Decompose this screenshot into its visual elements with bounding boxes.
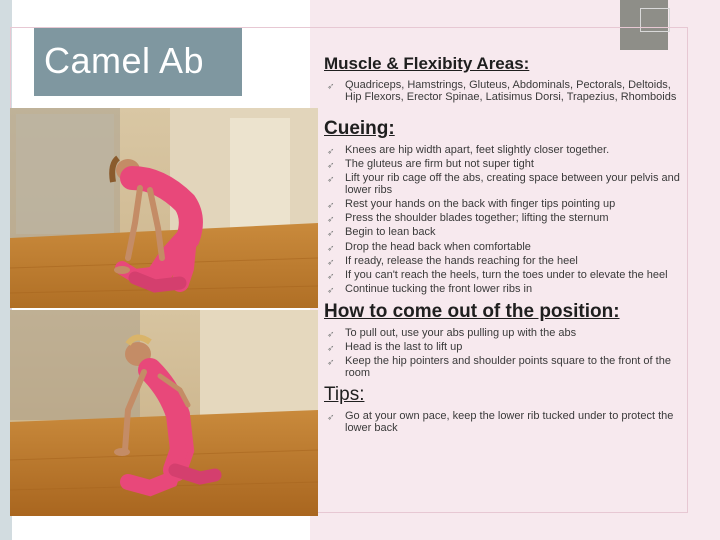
list-item-text: Begin to lean back — [345, 226, 436, 239]
list-item — [324, 227, 684, 239]
feather-arrow-icon: ➶ — [327, 328, 335, 339]
list-item — [324, 242, 684, 254]
list-item — [324, 159, 684, 171]
list-item — [324, 145, 684, 157]
list-item-text: Rest your hands on the back with finger tips pointing up — [345, 198, 616, 211]
bullet-list — [324, 80, 684, 103]
bullet-list — [324, 411, 684, 434]
list-item — [324, 80, 684, 103]
photo-camel-full-pose — [10, 108, 318, 308]
slide-title: Camel Ab — [44, 40, 205, 81]
feather-arrow-icon: ➶ — [327, 81, 335, 91]
feather-arrow-icon: ➶ — [327, 256, 335, 267]
list-item-text: To pull out, use your abs pulling up with the abs — [345, 326, 577, 339]
content-text — [324, 54, 684, 440]
list-item-text: Drop the head back when comfortable — [345, 240, 531, 253]
list-item-text: Knees are hip width apart, feet slightly closer together. — [345, 144, 610, 156]
list-item-text: Lift your rib cage off the abs, creating space between your pelvis and lower ribs — [345, 172, 680, 196]
bullet-list — [324, 328, 684, 379]
list-item-text: Head is the last to lift up — [345, 340, 463, 353]
section-heading: Cueing: — [324, 118, 395, 139]
list-item-text: Press the shoulder blades together; lifting the sternum — [345, 212, 609, 225]
list-item-text: Continue tucking the front lower ribs in — [345, 283, 533, 296]
feather-arrow-icon: ➶ — [327, 146, 335, 156]
photo-full-pose-image — [10, 108, 318, 308]
feather-arrow-icon: ➶ — [327, 285, 335, 296]
feather-arrow-icon: ➶ — [327, 412, 335, 423]
list-item — [324, 199, 684, 211]
list-item — [324, 284, 684, 296]
section-cueing — [324, 119, 684, 296]
list-item-text: Keep the hip pointers and shoulder points square to the front of the room — [345, 355, 671, 379]
list-item — [324, 356, 684, 379]
photo-hands-on-back-image — [10, 310, 318, 516]
list-item — [324, 256, 684, 268]
list-item-text: Go at your own pace, keep the lower rib tucked under to protect the lower back — [345, 410, 674, 434]
bullet-list — [324, 145, 684, 296]
feather-arrow-icon: ➶ — [327, 228, 335, 239]
feather-arrow-icon: ➶ — [327, 271, 335, 281]
feather-arrow-icon: ➶ — [327, 200, 335, 211]
section-muscle-areas — [324, 54, 684, 103]
section-coming-out — [324, 302, 684, 379]
list-item — [324, 173, 684, 196]
section-heading: Muscle & Flexibity Areas: — [324, 54, 530, 73]
list-item — [324, 342, 684, 354]
decorative-outline-square — [640, 8, 670, 32]
feather-arrow-icon: ➶ — [327, 174, 335, 185]
section-heading: How to come out of the position: — [324, 300, 620, 322]
feather-arrow-icon: ➶ — [327, 160, 335, 171]
list-item-text: If you can't reach the heels, turn the toes under to elevate the heel — [345, 269, 668, 281]
feather-arrow-icon: ➶ — [327, 242, 335, 253]
list-item — [324, 270, 684, 282]
list-item — [324, 328, 684, 340]
feather-arrow-icon: ➶ — [327, 342, 335, 353]
section-tips — [324, 385, 684, 434]
list-item-text: If ready, release the hands reaching for the heel — [345, 254, 578, 267]
feather-arrow-icon: ➶ — [327, 214, 335, 225]
feather-arrow-icon: ➶ — [327, 357, 335, 368]
photo-camel-hands-on-back — [10, 310, 318, 516]
section-heading: Tips: — [324, 384, 365, 406]
list-item — [324, 411, 684, 434]
list-item — [324, 213, 684, 225]
list-item-text: Quadriceps, Hamstrings, Gluteus, Abdominals, Pectorals, Deltoids, Hip Flexors, Erector Spinae, Latisimus Dorsi, Trapezius, Rhomboids — [345, 79, 677, 103]
list-item-text: The gluteus are firm but not super tight — [345, 158, 534, 171]
